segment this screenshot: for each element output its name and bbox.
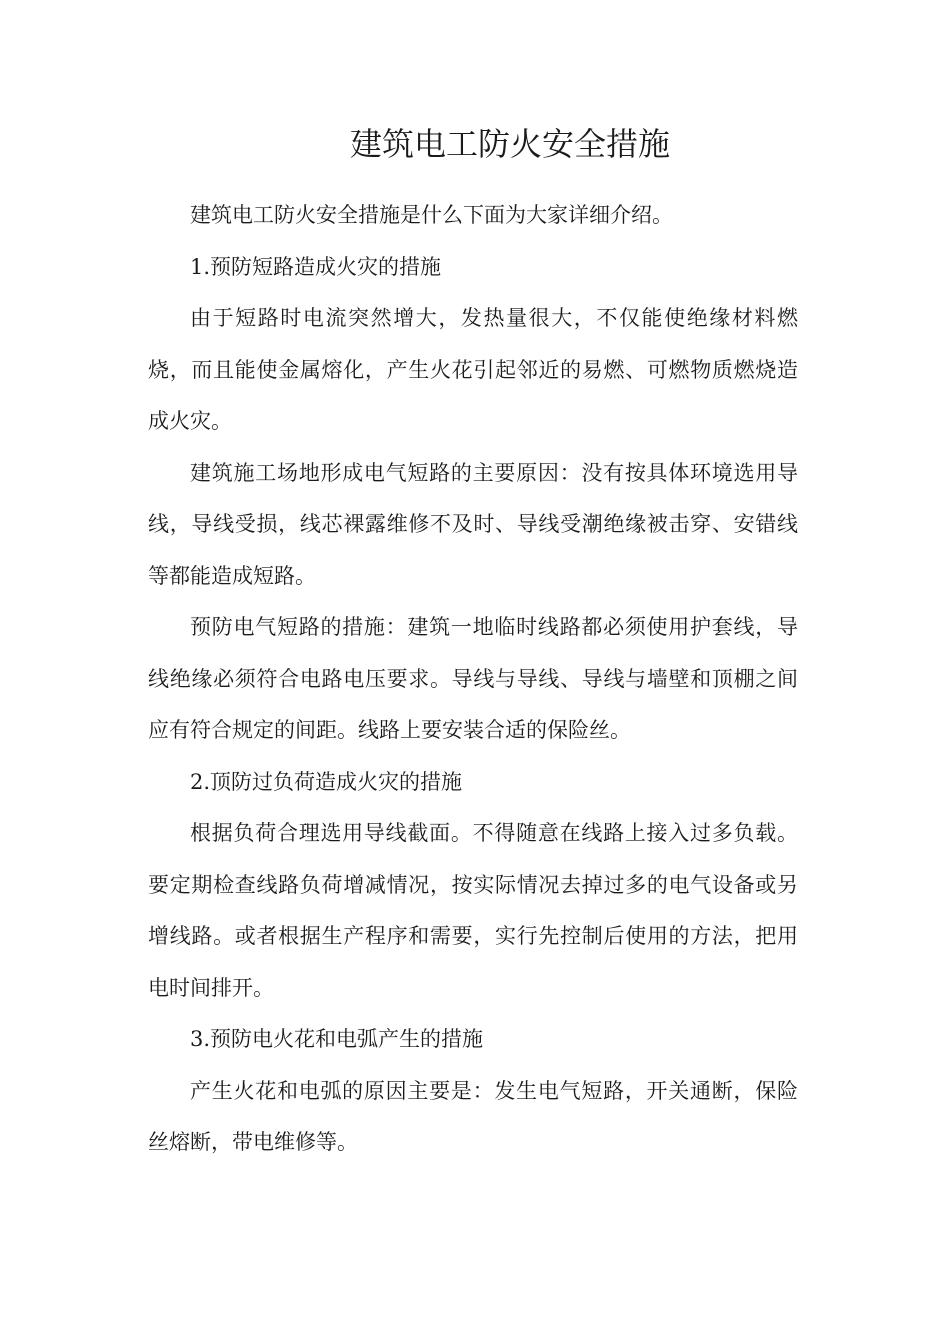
paragraph-overload-measures: 根据负荷合理选用导线截面。不得随意在线路上接入过多负载。要定期检查线路负荷增减情况，按实际情况去掉过多的电气设备或另增线路。或者根据生产程序和需要，实行先控制后使用的方法，把用电时间排开。: [148, 821, 798, 1000]
section-heading-short-circuit: 1.预防短路造成火灾的措施: [190, 254, 442, 279]
paragraph-short-circuit-causes: 建筑施工场地形成电气短路的主要原因：没有按具体环境选用导线，导线受损，线芯裸露维修不及时、导线受潮绝缘被击穿、安错线等都能造成短路。: [148, 460, 798, 588]
document-body: [148, 190, 798, 1169]
paragraph-short-circuit-measures: 预防电气短路的措施：建筑一地临时线路都必须使用护套线，导线绝缘必须符合电路电压要求。导线与导线、导线与墙壁和顶棚之间应有符合规定的间距。线路上要安装合适的保险丝。: [148, 615, 798, 742]
page-title: 建筑电工防火安全措施: [349, 125, 670, 163]
section-heading-spark-arc: 3.预防电火花和电弧产生的措施: [190, 1027, 484, 1051]
section-heading-overload: 2.顶防过负荷造成火灾的措施: [190, 769, 463, 794]
paragraph-spark-arc-causes: 产生火花和电弧的原因主要是：发生电气短路，开关通断，保险丝熔断，带电维修等。: [148, 1078, 798, 1154]
paragraph-intro: 建筑电工防火安全措施是什么下面为大家详细介绍。: [190, 203, 673, 227]
paragraph-short-circuit-effect: 由于短路时电流突然增大，发热量很大，不仅能使绝缘材料燃烧，而且能使金属熔化，产生火花引起邻近的易燃、可燃物质燃烧造成火灾。: [148, 306, 798, 433]
